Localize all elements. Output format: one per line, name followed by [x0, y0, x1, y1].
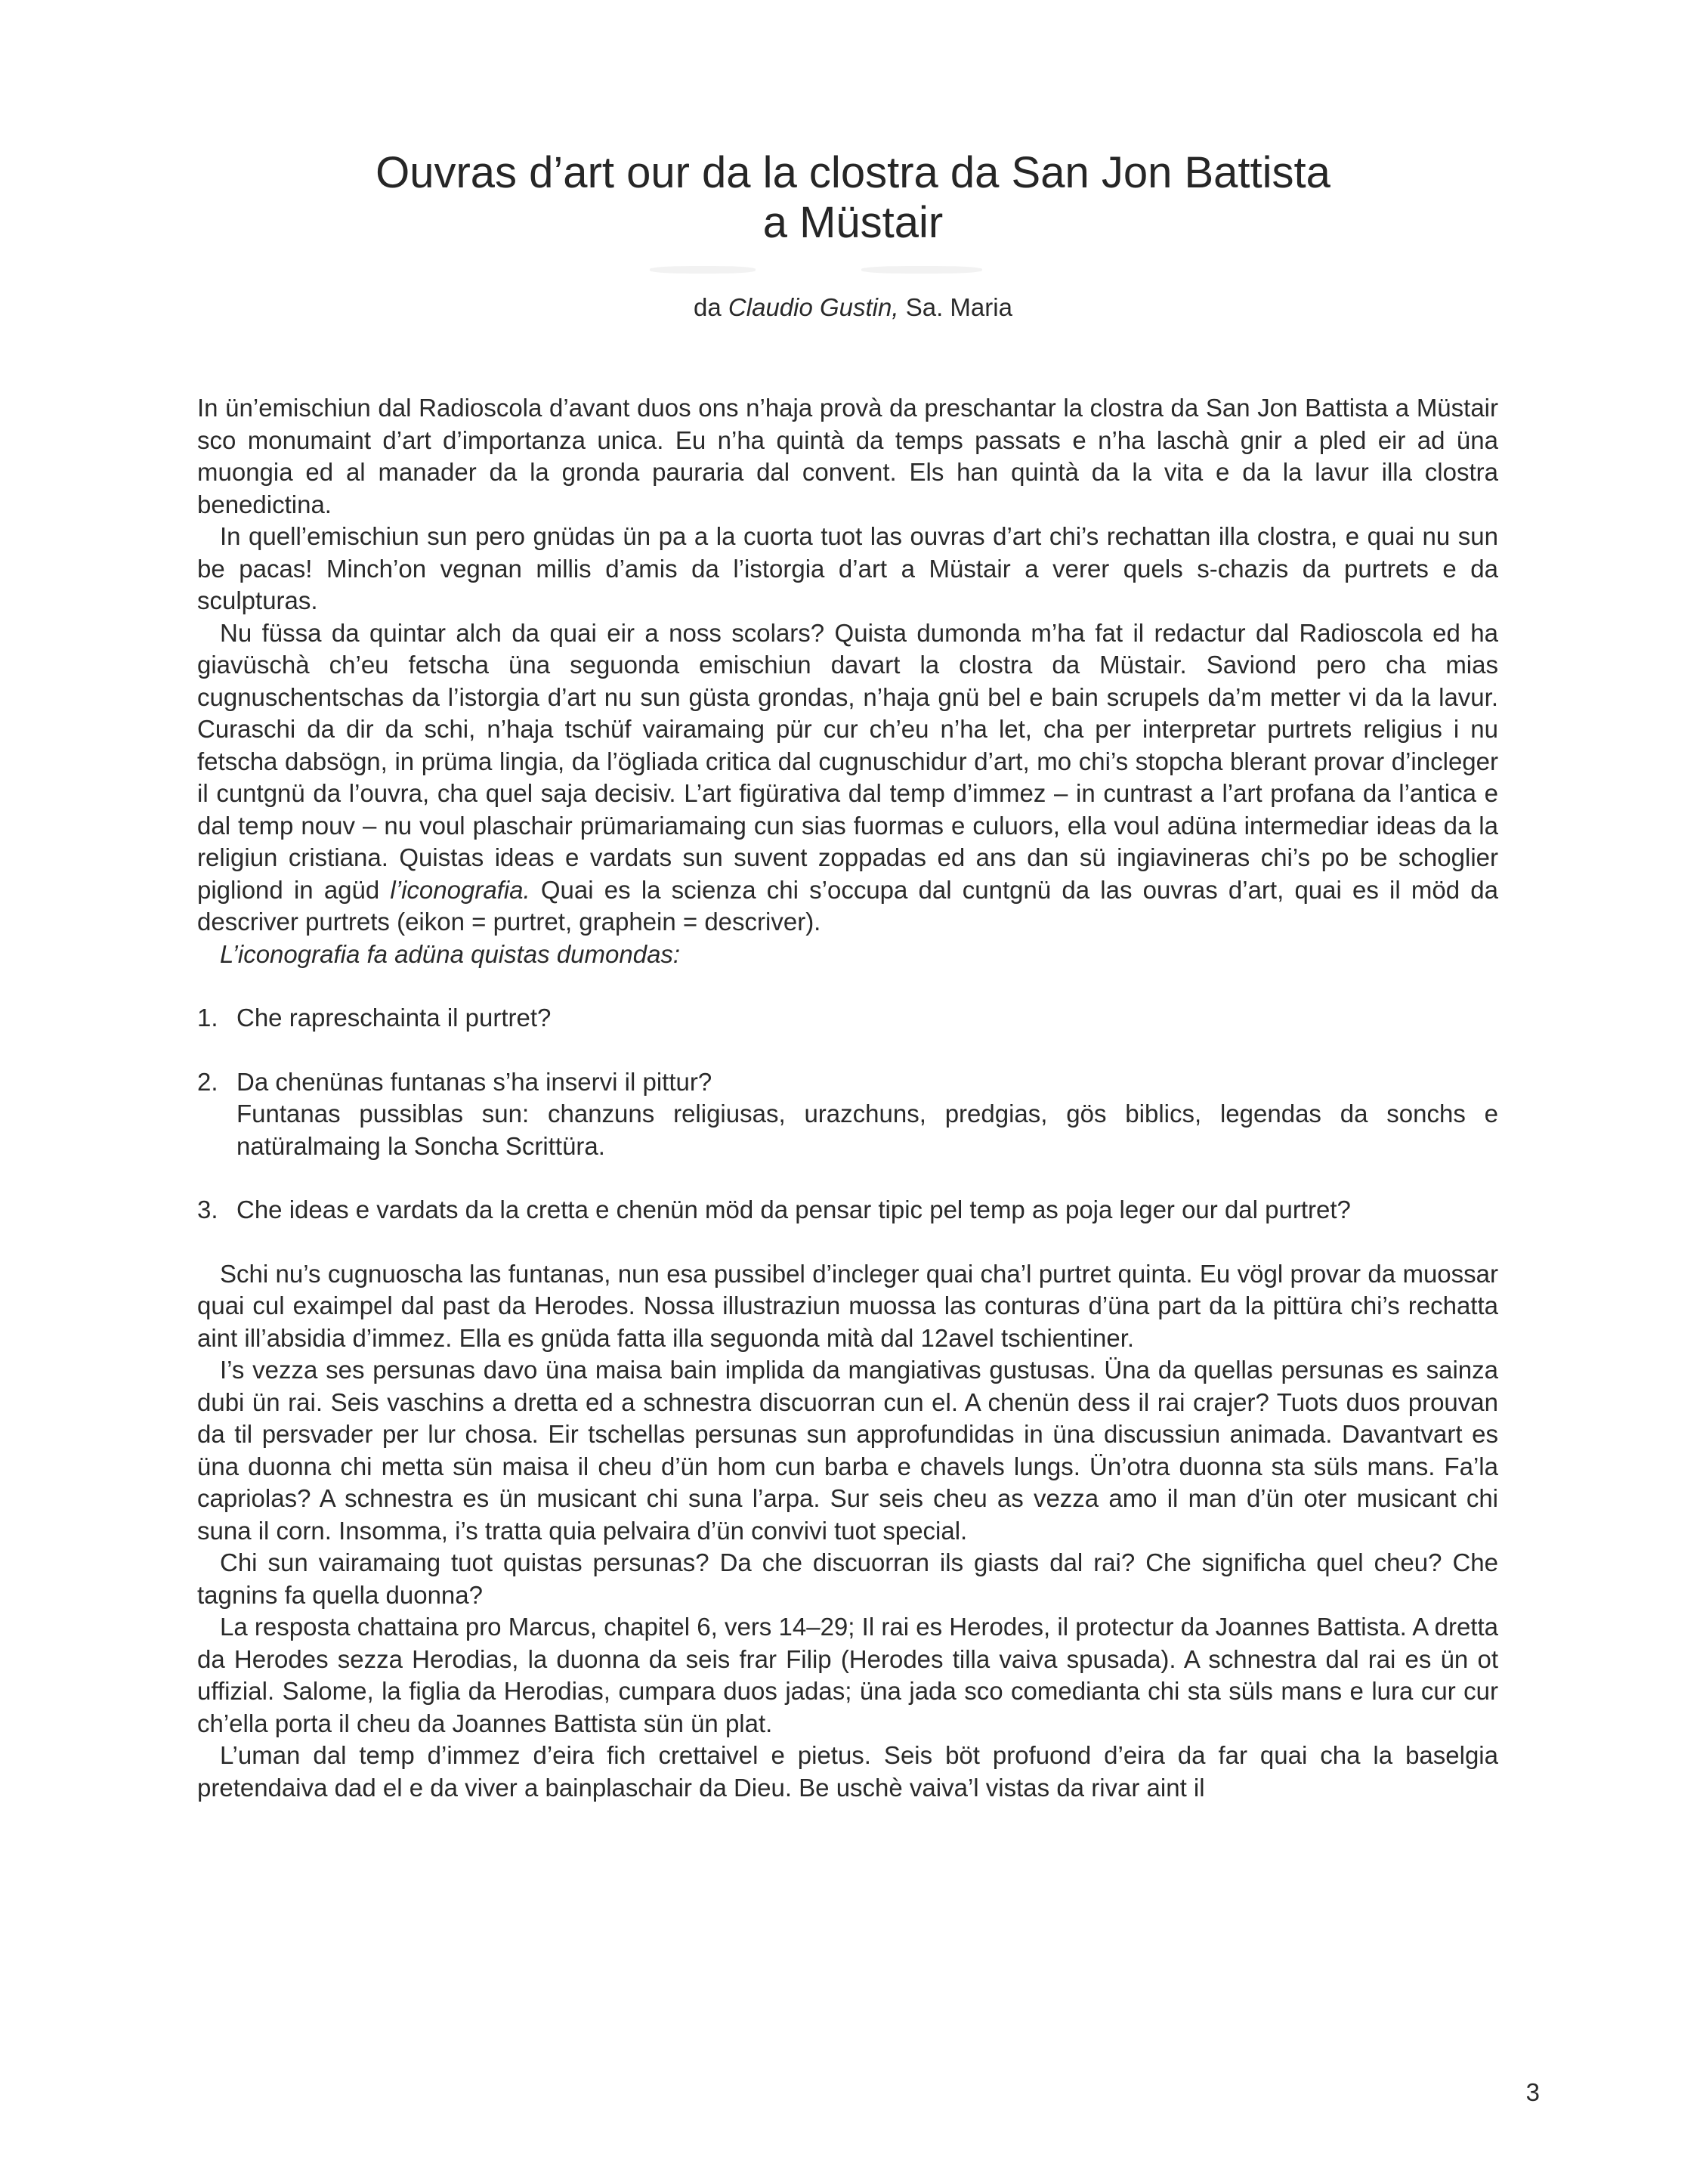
questions-list	[197, 1002, 1498, 1227]
question-number: 1.	[197, 1004, 218, 1032]
scan-smudge	[861, 266, 982, 274]
question-number: 3.	[197, 1196, 218, 1223]
paragraph: I’s vezza ses persunas davo üna maisa bain implida da mangiativas gustusas. Üna da quellas persunas es sainza dubi ün rai. Seis vaschins a dretta ed a schnestra discuorran cun el. A chenün dess il rai crajer? Tuots duos prouvan da til persvader per lur chosa. Eir tschellas persunas sun approfundidas in üna discussiun animada. Davantvart es üna duonna chi metta sün maisa il cheu d’ün hom cun barba e chavels lungs. Ün’otra duonna sta süls mans. Fa’la capriolas? A schnestra es ün musicant chi suna l’arpa. Sur seis cheu as vezza amo il man d’ün oter musicant chi suna il corn. Insomma, i’s tratta quia pelvaira d’ün convivi tuot special.	[197, 1356, 1498, 1545]
questions-heading: L’iconografia fa adüna quistas dumondas:	[220, 939, 681, 968]
question-note: Funtanas pussiblas sun: chanzuns religiusas, urazchuns, predgias, gös biblics, legendas da sonchs e natüralmaing la Soncha Scrittüra.	[236, 1100, 1498, 1160]
byline	[166, 292, 1540, 323]
page-number: 3	[1525, 2078, 1540, 2106]
question-text: Da chenünas funtanas s’ha inservi il pittur?	[236, 1067, 712, 1096]
question-text: Che rapreschainta il purtret?	[236, 1004, 552, 1032]
paragraph: L’uman dal temp d’immez d’eira fich crettaivel e pietus. Seis böt profuond d’eira da far quai cha la baselgia pretendaiva dad el e da viver a bainplaschair da Dieu. Be uschè vaiva’l vistas da rivar aint il	[197, 1741, 1498, 1802]
question-number: 2.	[197, 1067, 218, 1096]
byline-prefix: da	[694, 293, 728, 321]
paragraph: La resposta chattaina pro Marcus, chapitel 6, vers 14–29; Il rai es Herodes, il protectur da Joannes Battista. A dretta da Herodes sezza Herodias, la duonna da seis frar Filip (Herodes tilla vaiva spusada). A schnestra dal rai es ün ot uffizial. Salome, la figlia da Herodias, cumpara duos jadas; üna jada sco comedianta chi sta süls mans e lura cur cur ch’ella porta il cheu da Joannes Battista sün ün plat.	[197, 1613, 1498, 1737]
iconografia-term: l’iconografia.	[390, 875, 530, 904]
question-item	[197, 1194, 1498, 1227]
byline-suffix: Sa. Maria	[898, 293, 1012, 321]
paragraph: Schi nu’s cugnuoscha las funtanas, nun esa pussibel d’incleger quai cha’l purtret quinta. Eu vögl provar da muossar quai cul exaimpel dal past da Herodes. Nossa illustraziun muossa las conturas d’üna part da la pittüra chi’s rechatta aint ill’absidia d’immez. Ella es gnüda fatta illa seguonda mità dal 12avel tschientiner.	[197, 1259, 1498, 1352]
article-title	[166, 148, 1540, 248]
question-text: Che ideas e vardats da la cretta e chenün möd da pensar tipic pel temp as poja leger our dal purtret?	[236, 1196, 1351, 1223]
paragraph: In quell’emischiun sun pero gnüdas ün pa a la cuorta tuot las ouvras d’art chi’s rechattan illa clostra, e quai nu sun be pacas! Minch’on vegnan millis d’amis da l’istorgia d’art a Müstair a verer quels s-chazis da purtrets e da sculpturas.	[197, 522, 1498, 614]
paragraph-text: Nu füssa da quintar alch da quai eir a noss scolars? Quista dumonda m’ha fat il redactur dal Radioscola ed ha giavüschà ch’eu fetscha üna seguonda emischiun davart la clostra da Müstair. Saviond pero cha mias cugnuschentschas da l’istorgia d’art nu sun güsta grondas, n’haja gnü bel e bain scrupels da’m metter vi da la lavur. Curaschi da dir da schi, n’haja tschüf vairamaing pür cur ch’eu n’ha let, cha per interpretar purtrets religius i nu fetscha dabsögn, in prüma lingia, da l’ögliada critica dal cugnuschidur d’art, mo chi’s stopcha blerant provar d’incleger il cuntgnü da l’ouvra, cha quel saja decisiv. L’art figürativa dal temp d’immez – in cuntrast a l’art profana da l’antica e dal temp nouv – nu voul plaschair prümariamaing cun sias fuormas e culuors, ella voul adüna intermediar ideas da la religiun cristiana. Quistas ideas e vardats sun suvent zoppadas ed ans dan sü ingiavineras chi’s po be schoglier pigliond in agüd	[197, 618, 1498, 904]
paragraph: In ün’emischiun dal Radioscola d’avant duos ons n’haja provà da preschantar la clostra da San Jon Battista a Müstair sco monumaint d’art d’importanza unica. Eu n’ha quintà da temps passats e n’ha laschà gnir a pled eir ad üna muongia ed al manader da la gronda pauraria dal convent. Els han quintà da la vita e da la lavur illa clostra benedictina.	[197, 394, 1498, 518]
question-item	[197, 1066, 1498, 1163]
paragraph: Chi sun vairamaing tuot quistas persunas? Da che discuorran ils giasts dal rai? Che significha quel cheu? Che tagnins fa quella duonna?	[197, 1548, 1498, 1609]
byline-author: Claudio Gustin,	[728, 293, 899, 321]
scan-smudge	[650, 266, 756, 274]
title-line-1: Ouvras d’art our da la clostra da San Jon Battista	[376, 148, 1330, 197]
question-item	[197, 1002, 1498, 1035]
article-body	[197, 392, 1498, 1804]
title-line-2: a Müstair	[762, 198, 944, 247]
paragraph	[197, 617, 1498, 939]
paragraph-text: Quai es la scienza chi s’occupa dal cuntgnü da las ouvras d’art, quai es il möd da descriver purtrets (eikon = purtret, graphein = descriver).	[197, 875, 1498, 936]
